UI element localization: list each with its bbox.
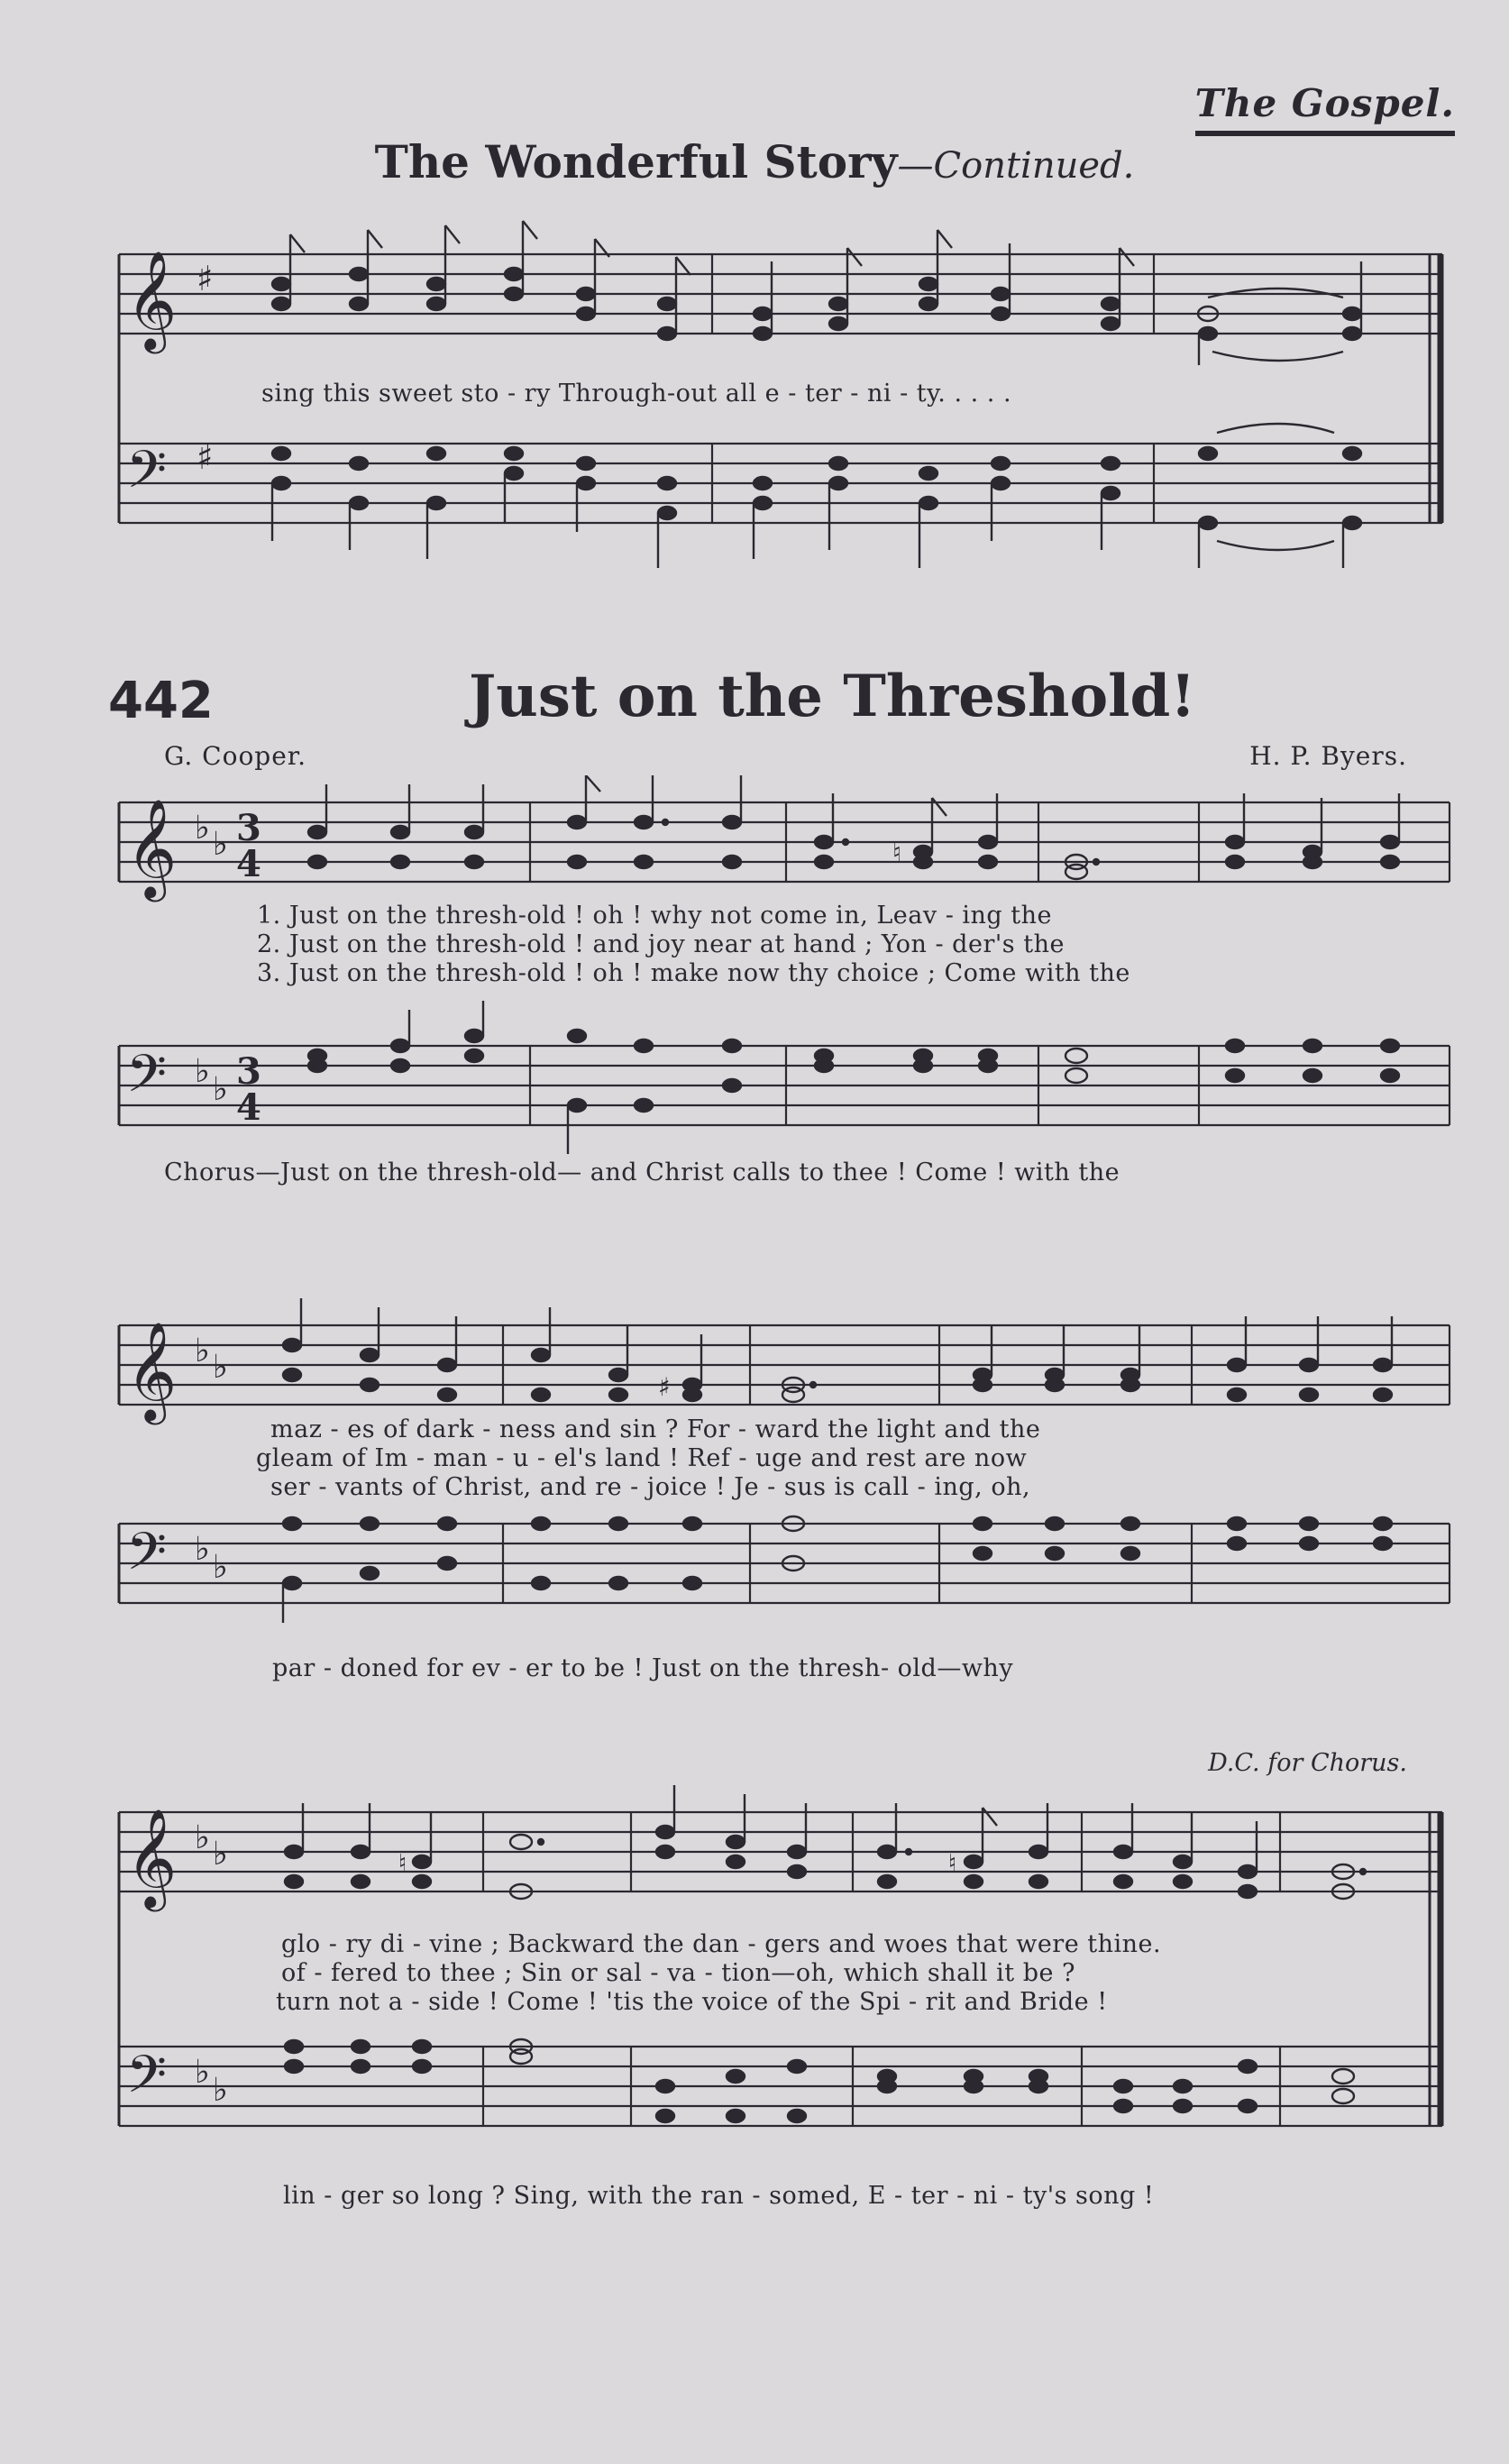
svg-text:𝄢: 𝄢 (126, 439, 168, 513)
svg-text:♯: ♯ (197, 259, 214, 298)
verse-3-line: turn not a - side ! Come ! 'tis the voice of the Spi - rit and Bride ! (276, 1988, 1108, 2016)
svg-text:𝄞: 𝄞 (126, 799, 178, 898)
svg-text:3: 3 (236, 807, 261, 849)
svg-text:𝄞: 𝄞 (126, 1809, 178, 1908)
author-credit: H. P. Byers. (1249, 741, 1407, 771)
hymn-title: Just on the Threshold! (469, 663, 1196, 730)
dc-marking (1208, 1749, 1407, 1777)
svg-text:♭: ♭ (213, 2072, 228, 2109)
svg-text:𝄢: 𝄢 (126, 2044, 168, 2118)
lyric-line: sing this sweet sto - ry Through-out all e - ter - ni - ty. . . . . (261, 380, 1012, 408)
svg-text:♭: ♭ (213, 1549, 228, 1586)
verse-2-line: 2. Just on the thresh-old ! and joy near at hand ; Yon - der's the (257, 930, 1065, 958)
verse-1-line: glo - ry di - vine ; Backward the dan - gers and woes that were thine. (281, 1930, 1162, 1958)
svg-text:♭: ♭ (195, 810, 210, 847)
verse-1-line: maz - es of dark - ness and sin ? For - ward the light and the (270, 1415, 1041, 1443)
svg-text:♯: ♯ (658, 1372, 671, 1402)
chorus-line: Chorus—Just on the thresh-old— and Christ calls to thee ! Come ! with the (164, 1159, 1120, 1186)
svg-text:♭: ♭ (213, 826, 228, 863)
composer-credit: G. Cooper. (164, 741, 307, 771)
chorus-line: lin - ger so long ? Sing, with the ran - somed, E - ter - ni - ty's song ! (283, 2182, 1155, 2210)
continued-suffix: —Continued. (897, 145, 1135, 187)
svg-text:♭: ♭ (195, 1333, 210, 1369)
chorus-line: par - doned for ev - er to be ! Just on the thresh- old—why (272, 1654, 1014, 1682)
svg-text:♭: ♭ (195, 1531, 210, 1568)
verse-2-line: of - fered to thee ; Sin or sal - va - tion—oh, which shall it be ? (281, 1959, 1076, 1987)
svg-text:3: 3 (236, 1050, 261, 1093)
svg-text:♮: ♮ (948, 1850, 957, 1877)
svg-text:♮: ♮ (892, 838, 902, 867)
verse-2-line: gleam of Im - man - u - el's land ! Ref - uge and rest are now (256, 1444, 1028, 1472)
svg-text:4: 4 (236, 843, 261, 885)
svg-text:♭: ♭ (213, 1349, 228, 1386)
continued-title (0, 135, 1509, 188)
svg-text:♮: ♮ (398, 1850, 407, 1877)
verse-3-line: ser - vants of Christ, and re - joice ! Je - sus is call - ing, oh, (270, 1473, 1031, 1501)
svg-text:𝄢: 𝄢 (126, 1521, 168, 1595)
hymn-number: 442 (108, 672, 214, 730)
svg-text:♭: ♭ (213, 1071, 228, 1108)
svg-text:𝄞: 𝄞 (126, 1322, 178, 1421)
svg-text:♭: ♭ (213, 1836, 228, 1873)
svg-text:♭: ♭ (195, 2054, 210, 2091)
svg-text:♯: ♯ (197, 437, 214, 477)
svg-text:4: 4 (236, 1086, 261, 1129)
svg-text:♭: ♭ (195, 1053, 210, 1090)
verse-3-line: 3. Just on the thresh-old ! oh ! make now thy choice ; Come with the (257, 959, 1130, 987)
verse-1-line: 1. Just on the thresh-old ! oh ! why not come in, Leav - ing the (257, 902, 1053, 930)
svg-text:𝄞: 𝄞 (126, 251, 178, 350)
dc-text: D.C. for Chorus. (1208, 1749, 1407, 1777)
section-label: The Gospel. (1195, 81, 1455, 136)
svg-text:♭: ♭ (195, 1819, 210, 1856)
continued-title-text: The Wonderful Story (374, 135, 898, 188)
svg-text:𝄢: 𝄢 (126, 1043, 168, 1117)
